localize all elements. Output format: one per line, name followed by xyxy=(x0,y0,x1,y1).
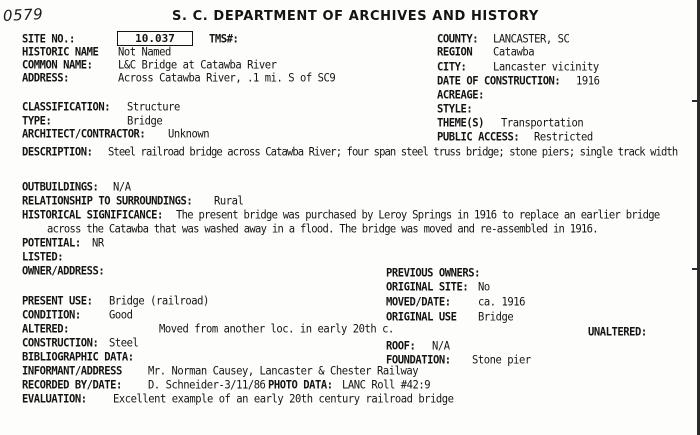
moved-label: MOVED/DATE: xyxy=(386,296,451,309)
original-use-value: Bridge xyxy=(478,311,514,324)
present-use-label: PRESENT USE: xyxy=(22,295,93,308)
significance-line2: across the Catawba that was washed away in a flood. The bridge was moved and re-assembled in 1916. xyxy=(47,223,598,236)
date-label: DATE OF CONSTRUCTION: xyxy=(437,75,561,88)
type-value: Bridge xyxy=(127,115,163,128)
date-value: 1916 xyxy=(576,75,600,88)
informant-value: Mr. Norman Causey, Lancaster & Chester Railway xyxy=(148,365,419,378)
condition-label: CONDITION: xyxy=(22,309,81,322)
common-name-value: L&C Bridge at Catawba River xyxy=(118,59,277,72)
previous-owners-label: PREVIOUS OWNERS: xyxy=(386,267,480,280)
region-value: Catawba xyxy=(493,46,535,59)
biblio-label: BIBLIOGRAPHIC DATA: xyxy=(22,351,134,364)
altered-label: ALTERED: xyxy=(22,323,69,336)
themes-value: Transportation xyxy=(501,117,584,130)
owner-label: OWNER/ADDRESS: xyxy=(22,265,105,278)
classification-value: Structure xyxy=(127,101,180,114)
tms-label: TMS#: xyxy=(209,33,239,46)
handwritten-number: 0579 xyxy=(2,4,44,26)
foundation-value: Stone pier xyxy=(472,354,531,367)
themes-label: THEME(S) xyxy=(437,117,484,130)
city-label: CITY: xyxy=(437,61,467,74)
significance-line1: The present bridge was purchased by Leroy Springs in 1916 to replace an earlier bridge xyxy=(176,209,660,222)
surroundings-label: RELATIONSHIP TO SURROUNDINGS: xyxy=(22,195,193,208)
city-value: Lancaster vicinity xyxy=(493,61,599,74)
address-value: Across Catawba River, .1 mi. S of SC9 xyxy=(118,72,336,85)
original-use-label: ORIGINAL USE xyxy=(386,311,457,324)
outbuildings-label: OUTBUILDINGS: xyxy=(22,181,99,194)
moved-value: ca. 1916 xyxy=(478,296,525,309)
county-value: LANCASTER, SC xyxy=(493,33,570,46)
informant-label: INFORMANT/ADDRESS xyxy=(22,365,122,378)
original-site-label: ORIGINAL SITE: xyxy=(386,281,469,294)
evaluation-value: Excellent example of an early 20th century railroad bridge xyxy=(113,393,454,406)
listed-label: LISTED: xyxy=(22,251,64,264)
historic-name-value: Not Named xyxy=(118,46,171,59)
surroundings-value: Rural xyxy=(214,195,244,208)
condition-value: Good xyxy=(109,309,133,322)
foundation-label: FOUNDATION: xyxy=(386,354,451,367)
construction-label: CONSTRUCTION: xyxy=(22,337,99,350)
edge-tick xyxy=(692,268,697,270)
potential-value: NR xyxy=(92,237,104,250)
public-access-value: Restricted xyxy=(534,131,593,144)
public-access-label: PUBLIC ACCESS: xyxy=(437,131,520,144)
type-label: TYPE: xyxy=(22,115,52,128)
roof-label: ROOF: xyxy=(386,340,416,353)
evaluation-label: EVALUATION: xyxy=(22,393,87,406)
photo-value: LANC Roll #42:9 xyxy=(342,379,431,392)
common-name-label: COMMON NAME: xyxy=(22,59,93,72)
potential-label: POTENTIAL: xyxy=(22,237,81,250)
site-no-box: 10.037 xyxy=(117,31,193,46)
region-label: REGION xyxy=(437,46,473,59)
style-label: STYLE: xyxy=(437,103,473,116)
county-label: COUNTY: xyxy=(437,33,479,46)
present-use-value: Bridge (railroad) xyxy=(109,295,209,308)
construction-value: Steel xyxy=(109,337,139,350)
outbuildings-value: N/A xyxy=(113,181,131,194)
recorded-value: D. Schneider-3/11/86 xyxy=(148,379,266,392)
photo-label: PHOTO DATA: xyxy=(268,379,333,392)
significance-label: HISTORICAL SIGNIFICANCE: xyxy=(22,209,163,222)
description-value: Steel railroad bridge across Catawba River; four span steel truss bridge; stone piers; single track width xyxy=(108,146,678,159)
unaltered-label: UNALTERED: xyxy=(588,326,647,339)
address-label: ADDRESS: xyxy=(22,72,69,85)
historic-name-label: HISTORIC NAME xyxy=(22,46,99,59)
original-site-value: No xyxy=(478,281,490,294)
architect-value: Unknown xyxy=(168,128,210,141)
edge-tick xyxy=(692,100,697,102)
architect-label: ARCHITECT/CONTRACTOR: xyxy=(22,128,146,141)
recorded-label: RECORDED BY/DATE: xyxy=(22,379,122,392)
altered-value: Moved from another loc. in early 20th c. xyxy=(159,323,394,336)
classification-label: CLASSIFICATION: xyxy=(22,101,111,114)
page-title: S. C. DEPARTMENT OF ARCHIVES AND HISTORY xyxy=(172,9,539,24)
roof-value: N/A xyxy=(432,340,450,353)
acreage-label: ACREAGE: xyxy=(437,89,484,102)
description-label: DESCRIPTION: xyxy=(22,146,93,159)
site-no-label: SITE NO.: xyxy=(22,33,75,46)
